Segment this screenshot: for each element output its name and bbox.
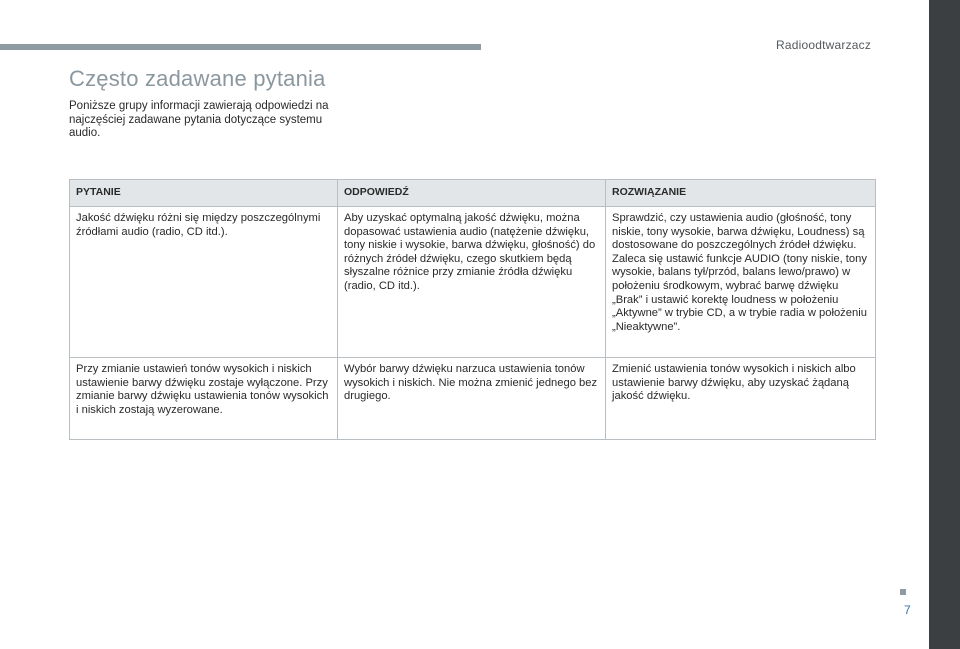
header-answer: ODPOWIEDŹ bbox=[338, 180, 606, 207]
table-row bbox=[70, 207, 876, 358]
page-number: 7 bbox=[904, 603, 911, 617]
header-accent-bar bbox=[0, 44, 481, 50]
section-label: Radioodtwarzacz bbox=[776, 38, 872, 52]
cell-solution: Zmienić ustawienia tonów wysokich i niskich albo ustawienie barwy dźwięku, aby uzyskać żądaną jakość dźwięku. bbox=[606, 358, 876, 440]
side-strip bbox=[929, 0, 960, 649]
header-solution: ROZWIĄZANIE bbox=[606, 180, 876, 207]
page-marker bbox=[900, 589, 906, 595]
table-header-row bbox=[70, 180, 876, 207]
table-row bbox=[70, 358, 876, 440]
cell-answer: Wybór barwy dźwięku narzuca ustawienia tonów wysokich i niskich. Nie można zmienić jednego bez drugiego. bbox=[338, 358, 606, 440]
intro-text: Poniższe grupy informacji zawierają odpowiedzi na najczęściej zadawane pytania dotyczące systemu audio. bbox=[69, 100, 329, 140]
cell-solution: Sprawdzić, czy ustawienia audio (głośność, tony niskie, tony wysokie, barwa dźwięku, Loudness) są dostosowane do poszczególnych źródeł dźwięku. Zaleca się ustawić funkcje AUDIO (tony niskie, tony wysokie, balans tył/przód, balans lewo/prawo) w położeniu środkowym, wybrać barwę dźwięku „Brak” i ustawić korektę loudness w położeniu „Aktywne” w trybie CD, a w trybie radia w położeniu „Nieaktywne”. bbox=[606, 207, 876, 358]
faq-table bbox=[69, 179, 876, 440]
cell-answer: Aby uzyskać optymalną jakość dźwięku, można dopasować ustawienia audio (natężenie dźwięku, tony niskie i wysokie, barwa dźwięku, głośność) do różnych źródeł dźwięku, czego skutkiem będą słyszalne różnice przy zmianie źródła dźwięku (radio, CD itd.). bbox=[338, 207, 606, 358]
cell-question: Przy zmianie ustawień tonów wysokich i niskich ustawienie barwy dźwięku zostaje wyłączone. Przy zmianie barwy dźwięku ustawienia tonów wysokich i niskich zostają wyzerowane. bbox=[70, 358, 338, 440]
page-title: Często zadawane pytania bbox=[69, 66, 326, 91]
header-question: PYTANIE bbox=[70, 180, 338, 207]
cell-question: Jakość dźwięku różni się między poszczególnymi źródłami audio (radio, CD itd.). bbox=[70, 207, 338, 358]
